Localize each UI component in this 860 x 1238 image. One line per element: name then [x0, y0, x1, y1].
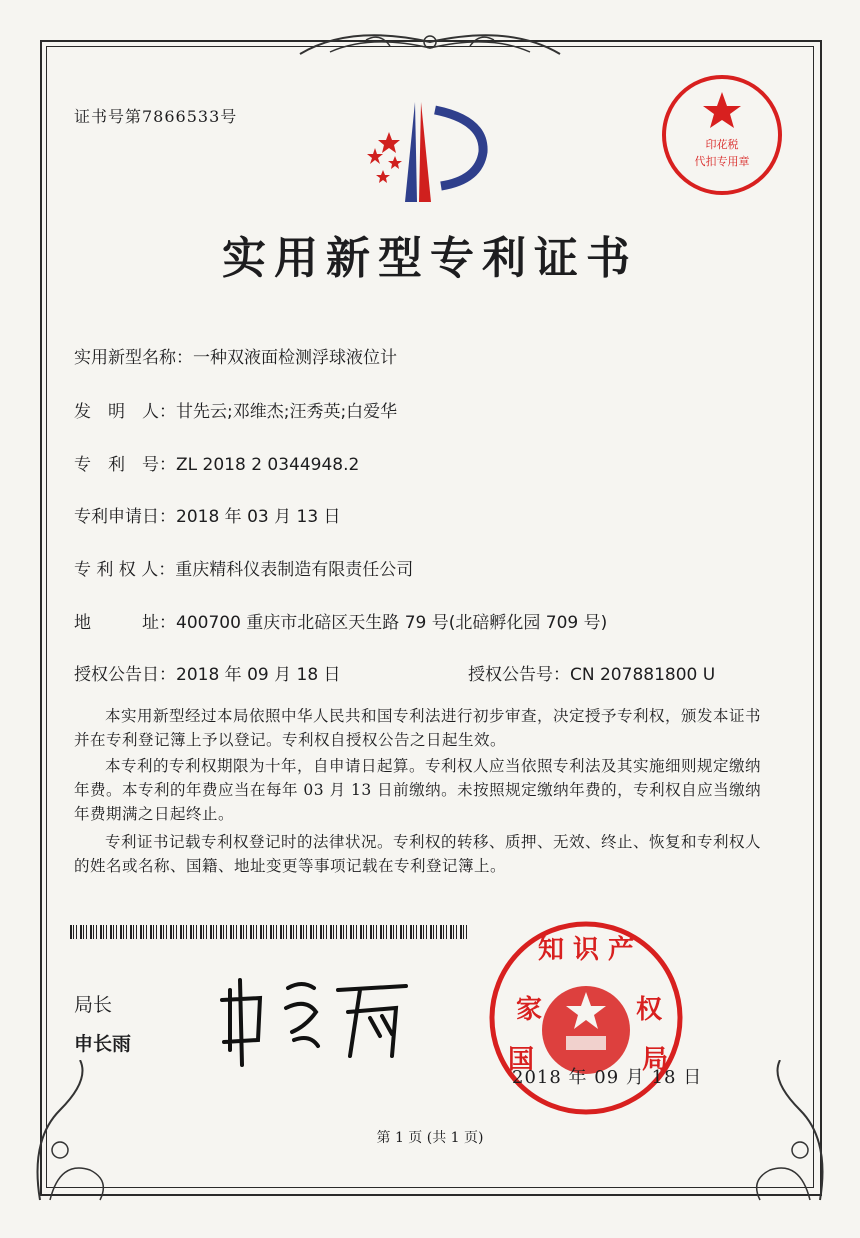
barcode-bar: [223, 925, 224, 939]
barcode-bar: [293, 925, 294, 939]
barcode-bar: [86, 925, 87, 939]
seal-date: 2018 年 09 月 18 日: [512, 1067, 703, 1088]
barcode-bar: [423, 925, 424, 939]
filing-date-value: 2018 年 03 月 13 日: [176, 507, 341, 527]
barcode-bar: [396, 925, 397, 939]
barcode-bar: [393, 925, 394, 939]
barcode-bar: [230, 925, 232, 939]
barcode-bar: [383, 925, 384, 939]
barcode-bar: [260, 925, 262, 939]
barcode-bar: [350, 925, 352, 939]
barcode-bar: [76, 925, 77, 939]
grant-number-value: CN 207881800 U: [570, 665, 716, 685]
barcode-bar: [100, 925, 102, 939]
barcode-bar: [156, 925, 157, 939]
barcode-bar: [430, 925, 432, 939]
agency-seal-icon: [657, 70, 787, 200]
barcode-bar: [93, 925, 94, 939]
patent-number-label: 专 利 号：: [74, 455, 176, 475]
barcode-bar: [70, 925, 72, 939]
barcode-bar: [116, 925, 117, 939]
barcode-bar: [330, 925, 332, 939]
grant-date-label: 授权公告日：: [74, 665, 176, 685]
barcode-bar: [403, 925, 404, 939]
barcode-bar: [250, 925, 252, 939]
paragraph-grant-statement: 本实用新型经过本局依照中华人民共和国专利法进行初步审查，决定授予专利权，颁发本证书并在专利登记簿上予以登记。专利权自授权公告之日起生效。: [74, 707, 762, 749]
barcode-bar: [440, 925, 442, 939]
svg-text:知 识 产: 知 识 产: [537, 935, 635, 965]
page-footer: 第 1 页 (共 1 页): [376, 1130, 484, 1146]
barcode-bar: [443, 925, 444, 939]
barcode-bar: [276, 925, 277, 939]
barcode-bar: [283, 925, 284, 939]
address-value: 400700 重庆市北碚区天生路 79 号(北碚孵化园 709 号): [176, 613, 608, 633]
barcode-bar: [216, 925, 217, 939]
barcode-bar: [353, 925, 354, 939]
barcode-bar: [236, 925, 237, 939]
barcode-bar: [450, 925, 452, 939]
barcode-bar: [210, 925, 212, 939]
barcode-bar: [90, 925, 92, 939]
barcode-bar: [326, 925, 327, 939]
barcode-bar: [256, 925, 257, 939]
barcode-bar: [133, 925, 134, 939]
barcode-bar: [306, 925, 307, 939]
barcode-bar: [110, 925, 112, 939]
barcode-bar: [136, 925, 137, 939]
grant-date-field: [74, 660, 341, 685]
barcode-bar: [263, 925, 264, 939]
barcode-bar: [183, 925, 184, 939]
barcode-bar: [233, 925, 234, 939]
svg-text:印花税: 印花税: [705, 138, 739, 151]
paragraph-term-statement: 本专利的专利权期限为十年，自申请日起算。专利权人应当依照专利法及其实施细则规定缴纳年费。本专利的年费应当在每年 03 月 13 日前缴纳。未按照规定缴纳年费的，专利权自应当缴纳年费期满之日起终止。: [74, 757, 762, 823]
barcode-bar: [166, 925, 167, 939]
barcode-bar: [120, 925, 122, 939]
barcode-bar: [386, 925, 387, 939]
grant-number-label: 授权公告号：: [468, 665, 570, 685]
paragraph-legal-status: 专利证书记载专利权登记时的法律状况。专利权的转移、质押、无效、终止、恢复和专利权人的姓名或名称、国籍、地址变更等事项记载在专利登记簿上。: [74, 833, 762, 875]
inventor-value: 甘先云;邓维杰;汪秀英;白爱华: [176, 402, 398, 422]
certificate-number: 证书号第7866533号: [74, 107, 238, 126]
barcode-bar: [366, 925, 367, 939]
svg-text:国: 国: [508, 1045, 535, 1075]
barcode-bar: [113, 925, 114, 939]
barcode-bar: [436, 925, 437, 939]
barcode-bar: [270, 925, 272, 939]
barcode-bar: [196, 925, 197, 939]
inventor-field: [74, 397, 397, 422]
barcode-bar: [413, 925, 414, 939]
barcode-bar: [190, 925, 192, 939]
barcode-bar: [336, 925, 337, 939]
name-label: 实用新型名称：: [74, 348, 193, 368]
barcode-bar: [80, 925, 82, 939]
barcode-bar: [203, 925, 204, 939]
barcode-bar: [140, 925, 142, 939]
barcode-bar: [420, 925, 422, 939]
barcode-bar: [406, 925, 407, 939]
barcode-bar: [273, 925, 274, 939]
top-ornament: [290, 24, 570, 64]
barcode-bar: [240, 925, 242, 939]
svg-text:权: 权: [636, 995, 663, 1025]
barcode-bar: [106, 925, 107, 939]
barcode-bar: [356, 925, 357, 939]
barcode-bar: [170, 925, 172, 939]
barcode-bar: [280, 925, 282, 939]
barcode-bar: [143, 925, 144, 939]
patentee-field: [74, 555, 413, 580]
barcode-bar: [153, 925, 154, 939]
barcode-bar: [130, 925, 132, 939]
barcode-bar: [316, 925, 317, 939]
filing-date-label: 专利申请日：: [74, 507, 176, 527]
barcode-bar: [193, 925, 194, 939]
barcode-bar: [410, 925, 412, 939]
barcode-bar: [160, 925, 162, 939]
barcode-bar: [200, 925, 202, 939]
barcode-bar: [246, 925, 247, 939]
grant-date-value: 2018 年 09 月 18 日: [176, 665, 341, 685]
barcode-bar: [400, 925, 402, 939]
patentee-value: 重庆精科仪表制造有限责任公司: [175, 560, 414, 580]
barcode-bar: [426, 925, 427, 939]
barcode-bar: [310, 925, 312, 939]
barcode-bar: [73, 925, 74, 939]
name-value: 一种双液面检测浮球液位计: [193, 348, 397, 368]
barcode-bar: [456, 925, 457, 939]
barcode-bar: [303, 925, 304, 939]
patentee-label: 专 利 权 人：: [74, 560, 176, 580]
patent-number-value: ZL 2018 2 0344948.2: [176, 455, 360, 475]
barcode-bar: [380, 925, 382, 939]
svg-text:局: 局: [642, 1045, 669, 1075]
barcode-bar: [206, 925, 207, 939]
barcode-bar: [333, 925, 334, 939]
barcode-bar: [320, 925, 322, 939]
barcode-bar: [146, 925, 147, 939]
barcode-bar: [83, 925, 84, 939]
barcode-bar: [266, 925, 267, 939]
barcode-bar: [433, 925, 434, 939]
patent-office-emblem-icon: [345, 98, 495, 206]
director-signature: [210, 960, 420, 1070]
barcode-bar: [253, 925, 254, 939]
barcode-bar: [123, 925, 124, 939]
barcode-bar: [186, 925, 187, 939]
barcode-bar: [96, 925, 97, 939]
barcode-bar: [126, 925, 127, 939]
barcode-bar: [286, 925, 287, 939]
barcode-bar: [446, 925, 447, 939]
inventor-label: 发 明 人：: [74, 402, 176, 422]
barcode-bar: [463, 925, 464, 939]
barcode-bar: [376, 925, 377, 939]
agency-seal-inner-text: 代扣专用章: [694, 155, 750, 168]
barcode-bar: [163, 925, 164, 939]
barcode-bar: [340, 925, 342, 939]
barcode-bar: [466, 925, 467, 939]
barcode-bar: [343, 925, 344, 939]
barcode-bar: [360, 925, 362, 939]
filing-date-field: [74, 502, 341, 527]
barcode-bar: [370, 925, 372, 939]
barcode-bar: [363, 925, 364, 939]
barcode-bar: [290, 925, 292, 939]
barcode-bar: [313, 925, 314, 939]
barcode-bar: [176, 925, 177, 939]
barcode-bar: [346, 925, 347, 939]
barcode-bar: [173, 925, 174, 939]
barcode-bar: [296, 925, 297, 939]
patent-number-field: [74, 450, 359, 475]
barcode-bar: [213, 925, 214, 939]
barcode-bar: [300, 925, 302, 939]
barcode-bar: [243, 925, 244, 939]
barcode-bar: [390, 925, 392, 939]
barcode-bar: [180, 925, 182, 939]
director-name: 申长雨: [74, 1033, 132, 1055]
barcode-bar: [416, 925, 417, 939]
utility-model-name-field: [74, 343, 397, 368]
barcode-bar: [220, 925, 222, 939]
barcode-bar: [460, 925, 462, 939]
barcode-bar: [373, 925, 374, 939]
barcode-bar: [226, 925, 227, 939]
grant-number-field: [468, 660, 715, 685]
barcode-bar: [323, 925, 324, 939]
director-title: 局长: [74, 994, 113, 1016]
address-field: [74, 608, 607, 633]
barcode: [70, 925, 470, 939]
svg-text:家: 家: [516, 995, 543, 1025]
barcode-bar: [103, 925, 104, 939]
certificate-title: 实用新型专利证书: [222, 233, 638, 284]
barcode-bar: [150, 925, 152, 939]
barcode-bar: [453, 925, 454, 939]
address-label: 地 址：: [74, 613, 176, 633]
